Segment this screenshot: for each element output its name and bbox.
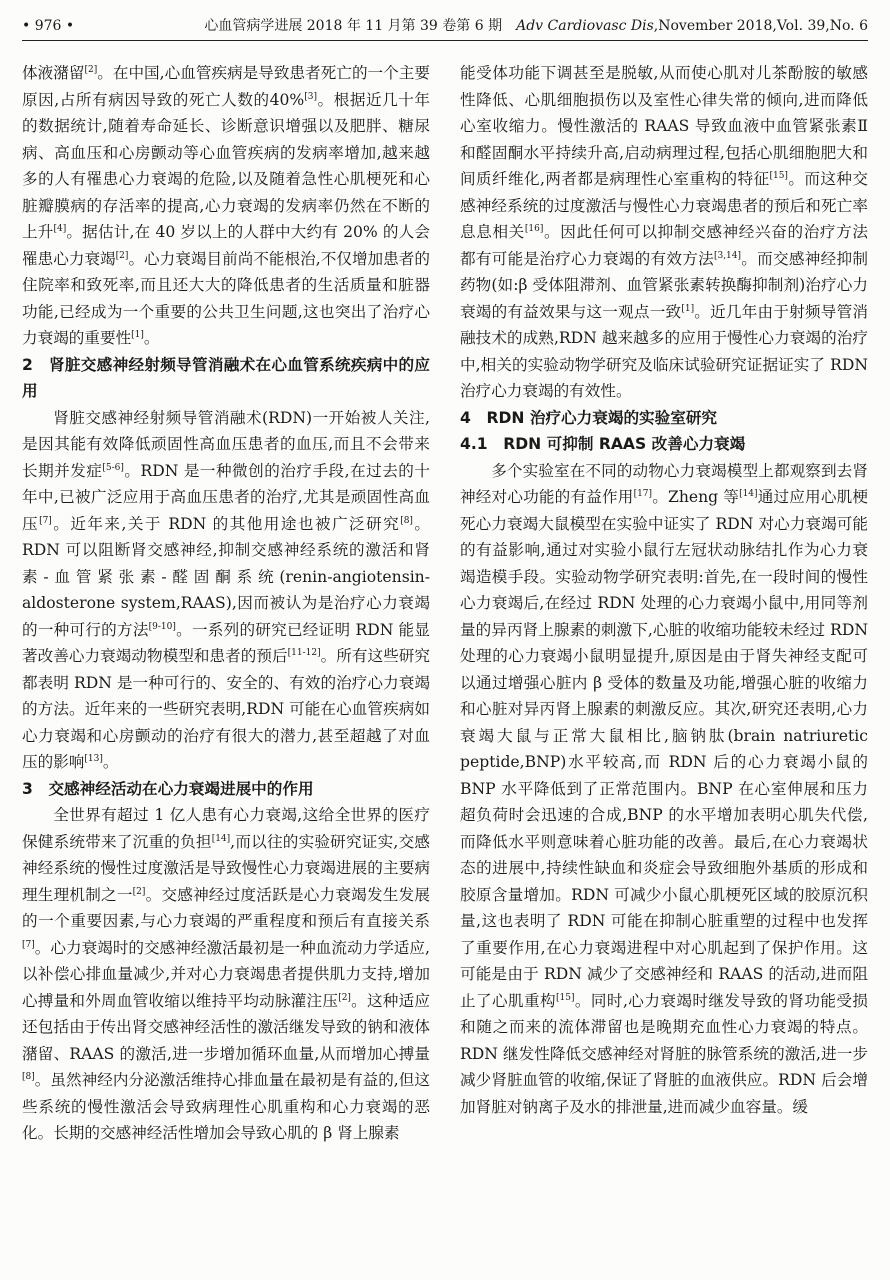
citation-ref: [15] <box>556 992 575 1003</box>
citation-ref: [8] <box>400 515 413 526</box>
paragraph: 多个实验室在不同的动物心力衰竭模型上都观察到去肾神经对心功能的有益作用[17]。Zheng 等[14]通过应用心肌梗死心力衰竭大鼠模型在实验中证实了 RDN 对心力衰竭可能的有益影响,通过对实验小鼠行左冠状动脉结扎作为心力衰竭造模手段。实验动物学研究表明:首先,在一段时间的慢性心力衰竭后,在经过 RDN 处理的心力衰竭小鼠中,用同等剂量的异丙肾上腺素的刺激下,心脏的收缩功能较未经过 RDN 处理的心力衰竭小鼠明显提升,原因是由于肾失神经支配可以通过增强心脏内 β 受体的数量及功能,增强心脏的收缩力和心脏对异丙肾上腺素的刺激反应。其次,研究还表明,心力衰竭大鼠与正常大鼠相比,脑钠肽(brain natriuretic peptide,BNP)水平较高,而 RDN 后的心力衰竭小鼠的 BNP 水平降低到了正常范围内。BNP 在心室伸展和压力超负荷时会迅速的合成,BNP 的水平增加表明心肌失代偿,而降低水平则意味着心脏功能的改善。最后,在心力衰竭状态的进展中,持续性缺血和炎症会导致细胞外基质的形成和胶原含量增加。RDN 可减少小鼠心肌梗死区域的胶原沉积量,这也表明了 RDN 可能在抑制心脏重塑的过程中也发挥了重要作用,在心力衰竭进程中对心肌起到了保护作用。这可能是由于 RDN 减少了交感神经和 RAAS 的活动,进而阻止了心肌重构[15]。同时,心力衰竭时继发导致的肾功能受损和随之而来的流体滞留也是晚期充血性心力衰竭的特点。RDN 继发性降低交感神经对肾脏的脉管系统的激活,进一步减少肾脏血管的收缩,保证了肾脏的血液供应。RDN 后会增加肾脏对钠离子及水的排泄量,进而减少血容量。缓 <box>460 461 868 1116</box>
left-column <box>22 60 430 1147</box>
paragraph: 能受体功能下调甚至是脱敏,从而使心肌对儿茶酚胺的敏感性降低、心肌细胞损伤以及室性心律失常的倾向,进而降低心室收缩力。慢性激活的 RAAS 导致血液中血管紧张素Ⅱ和醛固酮水平持续升高,启动病理过程,包括心肌细胞肥大和间质纤维化,两者都是病理性心室重构的特征[15]。而这种交感神经系统的过度激活与慢性心力衰竭患者的预后和死亡率息息相关[16]。因此任何可以抑制交感神经兴奋的治疗方法都有可能是治疗心力衰竭的有效方法[3,14]。而交感神经抑制药物(如:β 受体阻滞剂、血管紧张素转换酶抑制剂)治疗心力衰竭的有益效果与这一观点一致[1]。近几年由于射频导管消融技术的成熟,RDN 越来越多的应用于慢性心力衰竭的治疗中,相关的实验动物学研究及临床试验研究证据证实了 RDN 治疗心力衰竭的有效性。 <box>460 64 868 400</box>
journal-en-rest: ,November 2018,Vol. 39,No. 6 <box>653 18 868 34</box>
citation-ref: [15] <box>769 171 788 181</box>
citation-ref: [3,14] <box>713 250 742 261</box>
citation-ref: [8] <box>22 1072 35 1082</box>
running-header <box>22 12 868 41</box>
page-number: • 976 • <box>22 18 75 34</box>
journal-en: Adv Cardiovasc Dis <box>516 18 654 34</box>
citation-ref: [2] <box>84 65 98 75</box>
citation-ref: [3] <box>304 91 318 102</box>
citation-ref: [2] <box>115 250 129 261</box>
citation-ref: [2] <box>132 886 146 897</box>
citation-ref: [9-10] <box>148 621 176 632</box>
section-heading-4: 4 RDN 治疗心力衰竭的实验室研究 <box>460 408 718 427</box>
citation-ref: [1] <box>681 303 695 314</box>
citation-ref: [7] <box>22 939 35 950</box>
right-column <box>460 60 868 1120</box>
subsection-heading-4-1: 4.1 RDN 可抑制 RAAS 改善心力衰竭 <box>460 435 746 453</box>
citation-ref: [14] <box>211 833 231 844</box>
paragraph: 体液潴留[2]。在中国,心血管疾病是导致患者死亡的一个主要原因,占所有病因导致的死亡人数的40%[3]。根据近几十年的数据统计,随着寿命延长、诊断意识增强以及肥胖、糖尿病、高血压和心房颤动等心血管疾病的发病率增加,越来越多的人有罹患心力衰竭的危险,以及随着急性心肌梗死和心脏瓣膜病的存活率的提高,心力衰竭的发病率仍然在不断的上升[4]。据估计,在 40 岁以上的人群中大约有 20% 的人会罹患心力衰竭[2]。心力衰竭目前尚不能根治,不仅增加患者的住院率和致死率,而且还大大的降低患者的生活质量和脏器功能,已经成为一个重要的公共卫生问题,这也突出了治疗心力衰竭的重要性[1]。 <box>22 64 430 347</box>
citation-ref: [7] <box>39 515 52 526</box>
citation-ref: [11-12] <box>287 648 321 658</box>
citation-ref: [5-6] <box>102 462 124 473</box>
citation-ref: [1] <box>131 330 144 340</box>
section-heading-3: 3 交感神经活动在心力衰竭进展中的作用 <box>22 779 314 798</box>
paragraph: 全世界有超过 1 亿人患有心力衰竭,这给全世界的医疗保健系统带来了沉重的负担[14],而以往的实验研究证实,交感神经系统的慢性过度激活是导致慢性心力衰竭进展的主要病理生理机制之一[2]。交感神经过度活跃是心力衰竭发生发展的一个重要因素,与心力衰竭的严重程度和预后有直接关系[7]。心力衰竭时的交感神经激活最初是一种血流动力学适应,以补偿心排血量减少,并对心力衰竭患者提供肌力支持,增加心搏量和外周血管收缩以维持平均动脉灌注压[2]。这种适应还包括由于传出肾交感神经活性的激活继发导致的钠和液体潴留、RAAS 的激活,进一步增加循环血量,从而增加心搏量[8]。虽然神经内分泌激活维持心排血量在最初是有益的,但这些系统的慢性激活会导致病理性心肌重构和心力衰竭的恶化。长期的交感神经活性增加会导致心肌的 β 肾上腺素 <box>22 806 430 1142</box>
journal-cn: 心血管病学进展 2018 年 11 月第 39 卷第 6 期 <box>204 18 503 34</box>
paragraph: 肾脏交感神经射频导管消融术(RDN)一开始被人关注,是因其能有效降低顽固性高血压患者的血压,而且不会带来长期并发症[5-6]。RDN 是一种微创的治疗手段,在过去的十年中,已被广泛应用于高血压患者的治疗,尤其是顽固性高血压[7]。近年来,关于 RDN 的其他用途也被广泛研究[8]。RDN 可以阻断肾交感神经,抑制交感神经系统的激活和肾素-血管紧张素-醛固酮系统(renin-angiotensin-aldosterone system,RAAS),因而被认为是治疗心力衰竭的一种可行的方法[9-10]。一系列的研究已经证明 RDN 能显著改善心力衰竭动物模型和患者的预后[11-12]。所有这些研究都表明 RDN 是一种可行的、安全的、有效的治疗心力衰竭的方法。近年来的一些研究表明,RDN 可能在心血管疾病如心力衰竭和心房颤动的治疗有很大的潜力,甚至超越了对血压的影响[13]。 <box>22 408 430 771</box>
journal-citation <box>204 12 868 40</box>
citation-ref: [2] <box>338 992 351 1003</box>
section-heading-2: 2 肾脏交感神经射频导管消融术在心血管系统疾病中的应用 <box>22 355 430 400</box>
citation-ref: [16] <box>524 224 544 234</box>
citation-ref: [13] <box>84 754 103 764</box>
citation-ref: [17] <box>633 489 653 499</box>
citation-ref: [14] <box>739 489 758 499</box>
citation-ref: [4] <box>53 224 67 234</box>
